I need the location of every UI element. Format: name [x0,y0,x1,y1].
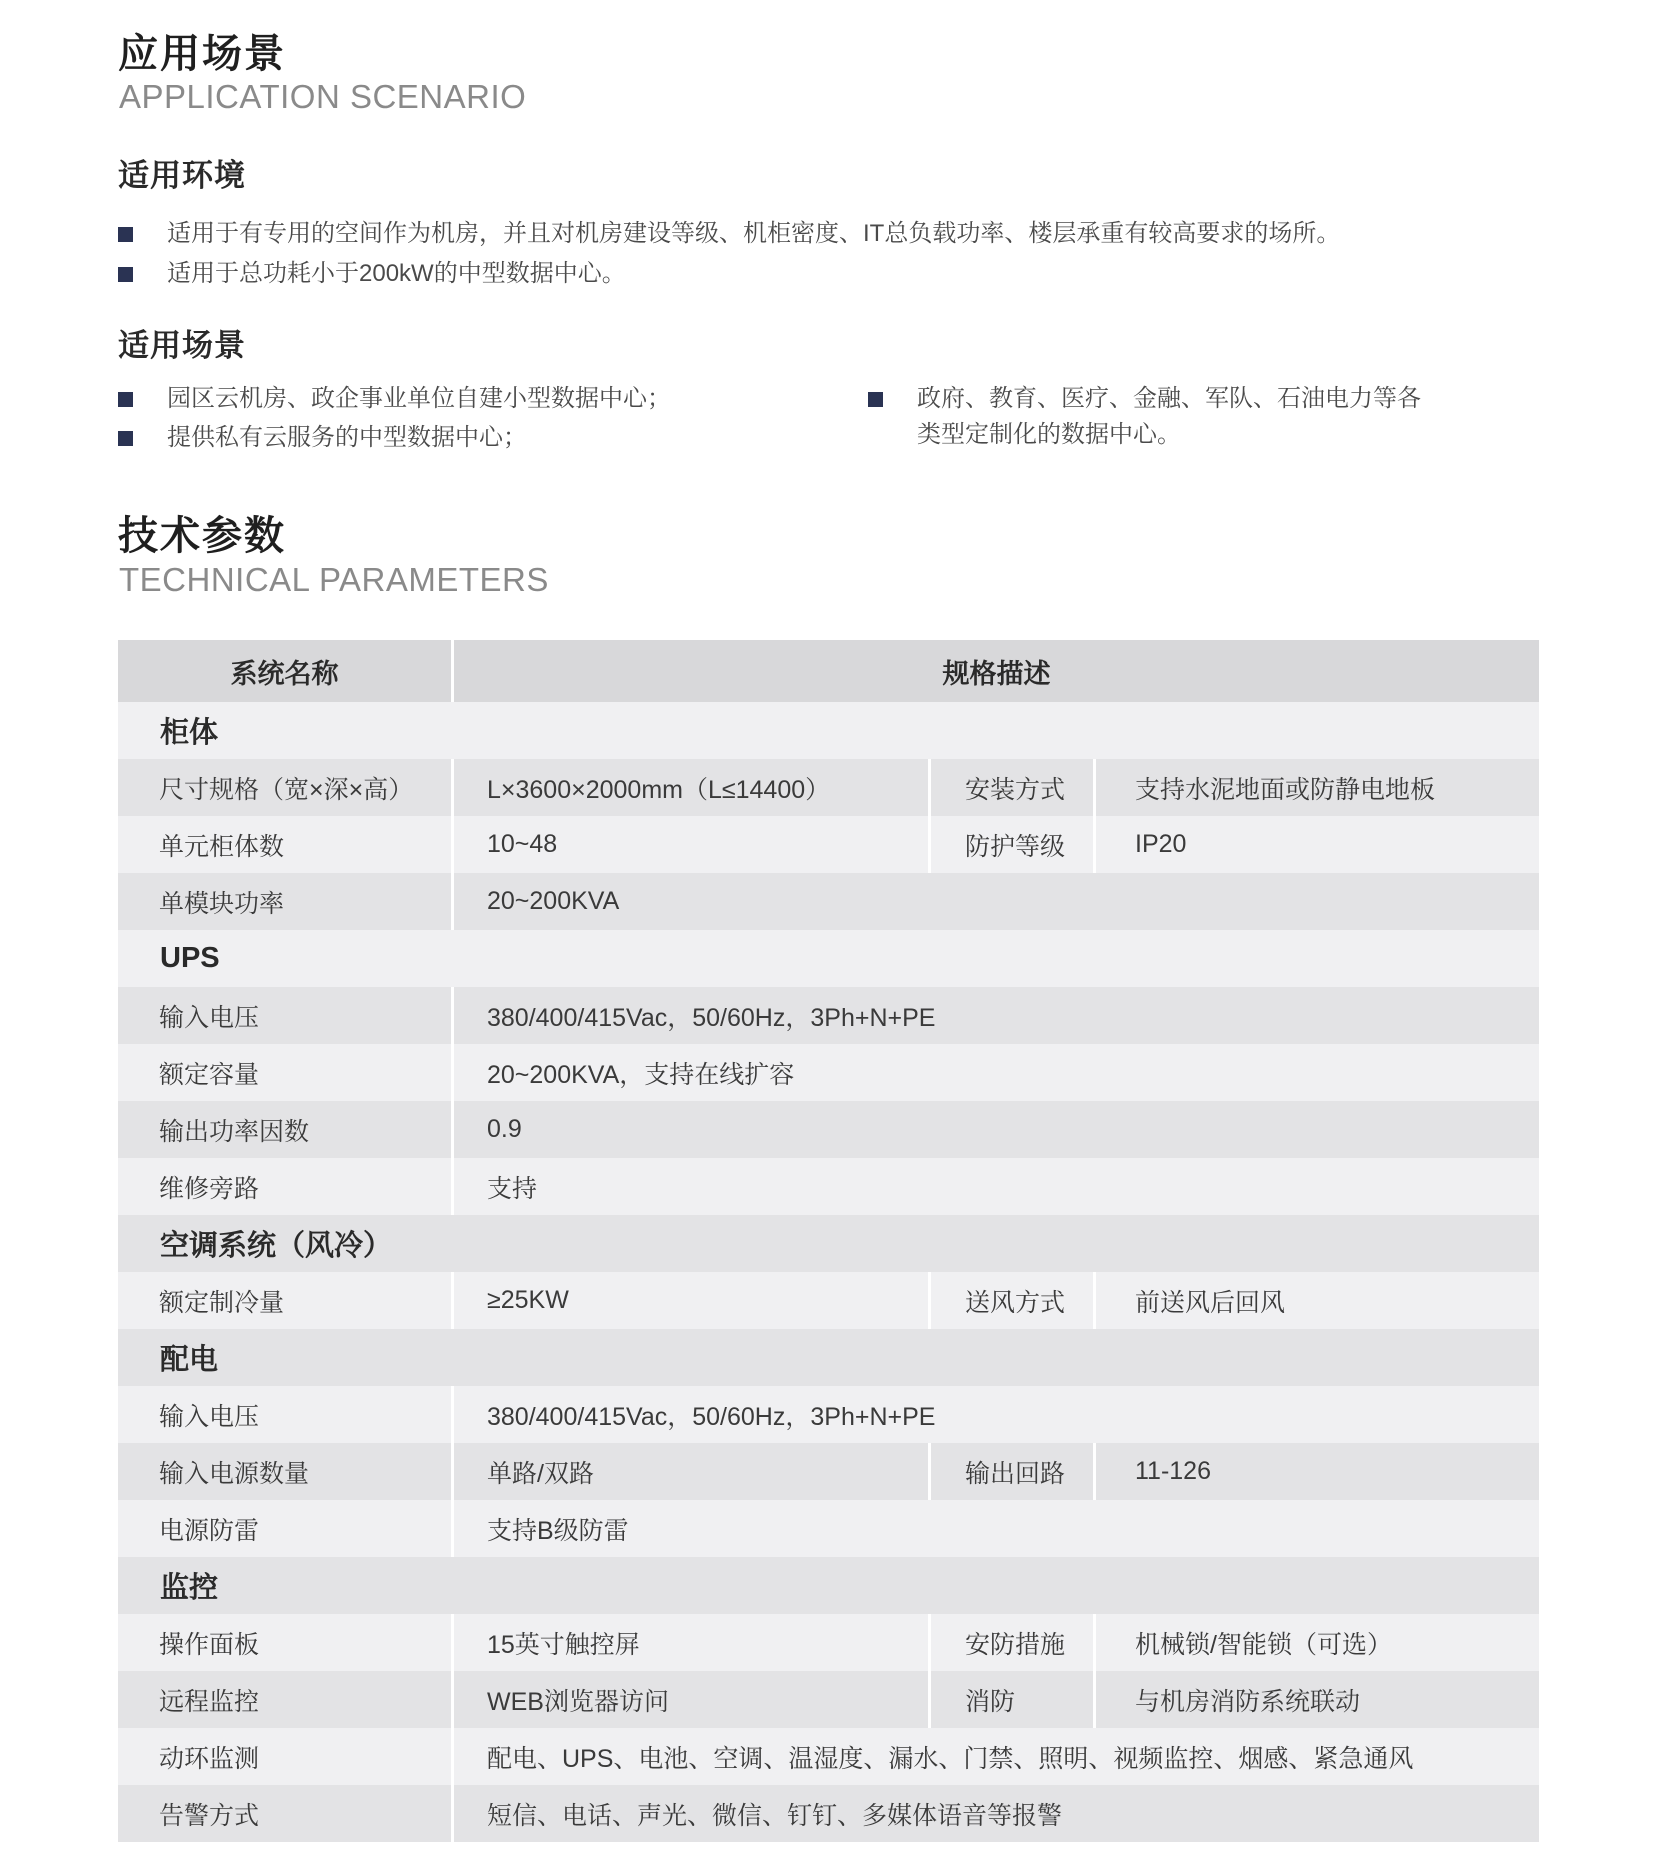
param-label: 告警方式 [159,1801,260,1830]
param-value: 380/400/415Vac，50/60Hz，3Ph+N+PE [487,1003,936,1032]
param-label: 动环监测 [159,1744,260,1773]
category-label: 监控 [160,1572,219,1604]
param-label: 安装方式 [965,775,1066,804]
param-value: 10~48 [487,830,558,858]
param-value: 机械锁/智能锁（可选） [1135,1630,1392,1659]
param-value: 支持水泥地面或防静电地板 [1135,775,1436,804]
category-row [118,1215,1539,1272]
param-label: 尺寸规格（宽×深×高） [159,775,414,804]
category-row [118,1329,1539,1386]
param-value: 20~200KVA，支持在线扩容 [487,1060,795,1089]
table-row [118,1728,1539,1785]
category-label: UPS [160,942,220,974]
scenario-item: 园区云机房、政企事业单位自建小型数据中心； [118,381,838,417]
param-label: 防护等级 [965,832,1066,861]
param-label: 操作面板 [159,1630,260,1659]
table-row [118,987,1539,1044]
bullet-square-icon [118,392,133,407]
param-label: 输入电压 [159,1402,260,1431]
table-row [118,1614,1539,1671]
header-system-name: 系统名称 [230,658,339,689]
param-label: 消防 [965,1687,1016,1716]
table-row [118,1671,1539,1728]
param-value: 与机房消防系统联动 [1135,1687,1361,1716]
param-label: 输出功率因数 [159,1117,310,1146]
technical-title: 技术参数 [118,514,286,558]
scenario-item: 提供私有云服务的中型数据中心； [118,420,838,456]
table-row [118,1158,1539,1215]
param-label: 单模块功率 [159,889,285,918]
category-label: 空调系统（风冷） [160,1230,393,1262]
table-row [118,1386,1539,1443]
table-row [118,1101,1539,1158]
param-value: 15英寸触控屏 [487,1630,640,1659]
scenarios-heading: 适用场景 [118,328,246,363]
param-value: 380/400/415Vac，50/60Hz，3Ph+N+PE [487,1402,936,1431]
application-title: 应用场景 [118,32,286,76]
bullet-square-icon [868,392,883,407]
param-value: L×3600×2000mm（L≤14400） [487,775,831,804]
table-row [118,1785,1539,1842]
param-label: 维修旁路 [159,1174,260,1203]
param-label: 电源防雷 [159,1516,260,1545]
category-row [118,1557,1539,1614]
param-label: 输出回路 [965,1459,1066,1488]
environment-item: 适用于有专用的空间作为机房，并且对机房建设等级、机柜密度、IT总负载功率、楼层承重有较高要求的场所。 [118,216,1518,252]
param-label: 远程监控 [159,1687,260,1716]
bullet-square-icon [118,431,133,446]
environment-heading: 适用环境 [118,158,246,193]
param-label: 额定制冷量 [159,1288,285,1317]
category-row [118,702,1539,759]
technical-subtitle: TECHNICAL PARAMETERS [119,561,549,598]
param-label: 单元柜体数 [159,832,285,861]
param-label: 输入电压 [159,1003,260,1032]
param-label: 额定容量 [159,1060,260,1089]
environment-item: 适用于总功耗小于200kW的中型数据中心。 [118,256,1518,292]
bullet-square-icon [118,227,133,242]
param-label: 送风方式 [965,1288,1066,1317]
table-row [118,816,1539,873]
category-label: 柜体 [160,717,219,749]
table-row [118,1500,1539,1557]
param-value: 前送风后回风 [1135,1288,1286,1317]
bullet-square-icon [118,267,133,282]
table-header-row [118,640,1539,702]
header-spec-description: 规格描述 [942,658,1051,689]
param-value: WEB浏览器访问 [487,1687,669,1716]
param-label: 输入电源数量 [159,1459,310,1488]
param-value: 单路/双路 [487,1459,594,1488]
table-row [118,1044,1539,1101]
application-subtitle: APPLICATION SCENARIO [119,78,527,115]
scenario-item: 政府、教育、医疗、金融、军队、石油电力等各 类型定制化的数据中心。 [868,381,1568,453]
param-value: 支持B级防雷 [487,1516,629,1545]
param-value: 11-126 [1135,1457,1211,1485]
param-value: 20~200KVA [487,887,620,915]
spec-table [118,640,1539,1842]
param-value: IP20 [1135,830,1187,858]
table-row [118,873,1539,930]
category-label: 配电 [160,1344,219,1376]
param-value: ≥25KW [487,1286,569,1314]
table-row [118,1272,1539,1329]
table-row [118,759,1539,816]
param-value: 短信、电话、声光、微信、钉钉、多媒体语音等报警 [487,1801,1063,1830]
param-value: 0.9 [487,1115,522,1143]
table-row [118,1443,1539,1500]
param-label: 安防措施 [965,1630,1066,1659]
param-value: 支持 [487,1174,538,1203]
param-value: 配电、UPS、电池、空调、温湿度、漏水、门禁、照明、视频监控、烟感、紧急通风 [487,1744,1414,1773]
category-row [118,930,1539,987]
